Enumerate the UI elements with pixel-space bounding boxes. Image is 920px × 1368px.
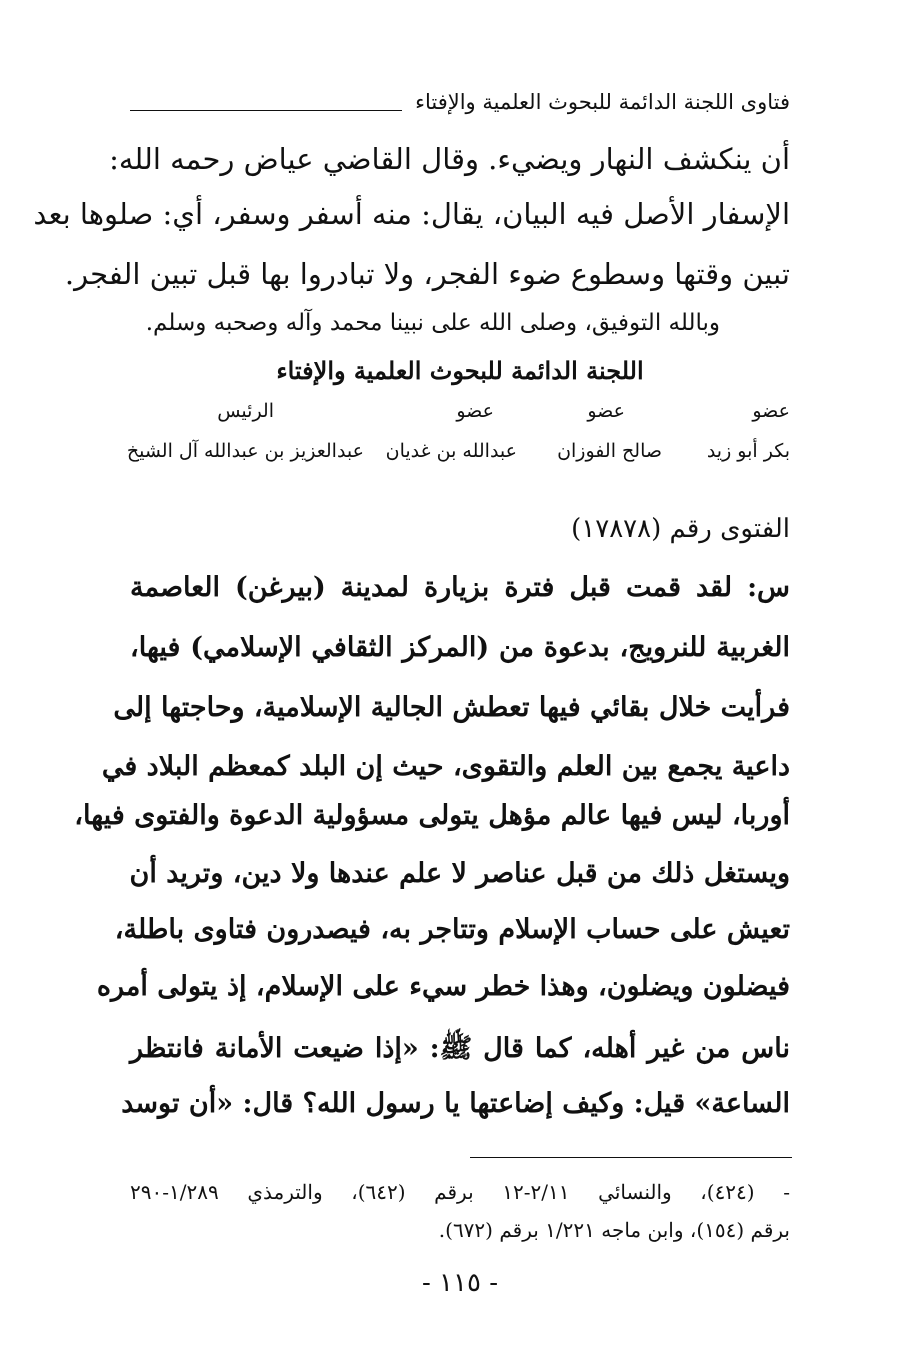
question-line: الغربية للنرويج، بدعوة من (المركز الثقافي الإسلامي) فيها،: [130, 632, 790, 663]
header-title: فتاوى اللجنة الدائمة للبحوث العلمية والإفتاء: [415, 90, 790, 114]
signatory-title: عضو: [587, 400, 625, 422]
question-line: داعية يجمع بين العلم والتقوى، حيث إن البلد كمعظم البلاد في: [101, 751, 790, 782]
page-number: - ١١٥ -: [421, 1268, 499, 1298]
signatory-title: عضو: [752, 400, 790, 422]
footnote-rule: [470, 1157, 792, 1158]
signatory-titles: [130, 400, 790, 430]
footnote-line: - (٤٢٤)، والنسائي ٢/١١-١٢ برقم (٦٤٢)، والترمذي ١/٢٨٩-٢٩٠: [130, 1180, 790, 1204]
intro-line: الإسفار الأصل فيه البيان، يقال: منه أسفر وسفر، أي: صلوها بعد: [33, 197, 790, 231]
closing-line: وبالله التوفيق، وصلى الله على نبينا محمد وآله وصحبه وسلم.: [145, 310, 720, 336]
footnote-line: برقم (١٥٤)، وابن ماجه ١/٢٢١ برقم (٦٧٢).: [438, 1218, 790, 1242]
intro-line: أن ينكشف النهار ويضيء. وقال القاضي عياض رحمه الله:: [109, 142, 790, 176]
signatory-names: [126, 440, 790, 470]
question-line: فيضلون ويضلون، وهذا خطر سيء على الإسلام، إذ يتولى أمره: [96, 971, 790, 1002]
question-line: تعيش على حساب الإسلام وتتاجر به، فيصدرون فتاوى باطلة،: [114, 914, 790, 945]
signatory-title: الرئيس: [217, 400, 274, 422]
intro-line: تبين وقتها وسطوع ضوء الفجر، ولا تبادروا بها قبل تبين الفجر.: [64, 257, 790, 291]
question-line: الساعة» قيل: وكيف إضاعتها يا رسول الله؟ قال: «أن توسد: [121, 1088, 790, 1119]
question-line: فرأيت خلال بقائي فيها تعطش الجالية الإسلامية، وحاجتها إلى: [113, 692, 790, 723]
signatory-name: عبدالعزيز بن عبدالله آل الشيخ: [126, 440, 364, 462]
header-rule: [130, 110, 402, 111]
question-line: ويستغل ذلك من قبل عناصر لا علم عندها ولا دين، وتريد أن: [129, 858, 790, 889]
question-line: ناس من غير أهله، كما قال ﷺ: «إذا ضيعت الأمانة فانتظر: [130, 1033, 790, 1064]
signatory-name: بكر أبو زيد: [706, 440, 790, 462]
signatory-name: صالح الفوزان: [557, 440, 662, 462]
signatory-title: عضو: [456, 400, 494, 422]
running-header: [130, 86, 790, 122]
signatory-name: عبدالله بن غديان: [385, 440, 517, 462]
question-line: س: لقد قمت قبل فترة بزيارة لمدينة (بيرغن) العاصمة: [130, 572, 790, 603]
committee-name: اللجنة الدائمة للبحوث العلمية والإفتاء: [276, 356, 644, 385]
fatwa-number: الفتوى رقم (١٧٨٧٨): [571, 514, 790, 544]
question-line: أوربا، ليس فيها عالم مؤهل يتولى مسؤولية الدعوة والفتوى فيها،: [74, 800, 790, 831]
